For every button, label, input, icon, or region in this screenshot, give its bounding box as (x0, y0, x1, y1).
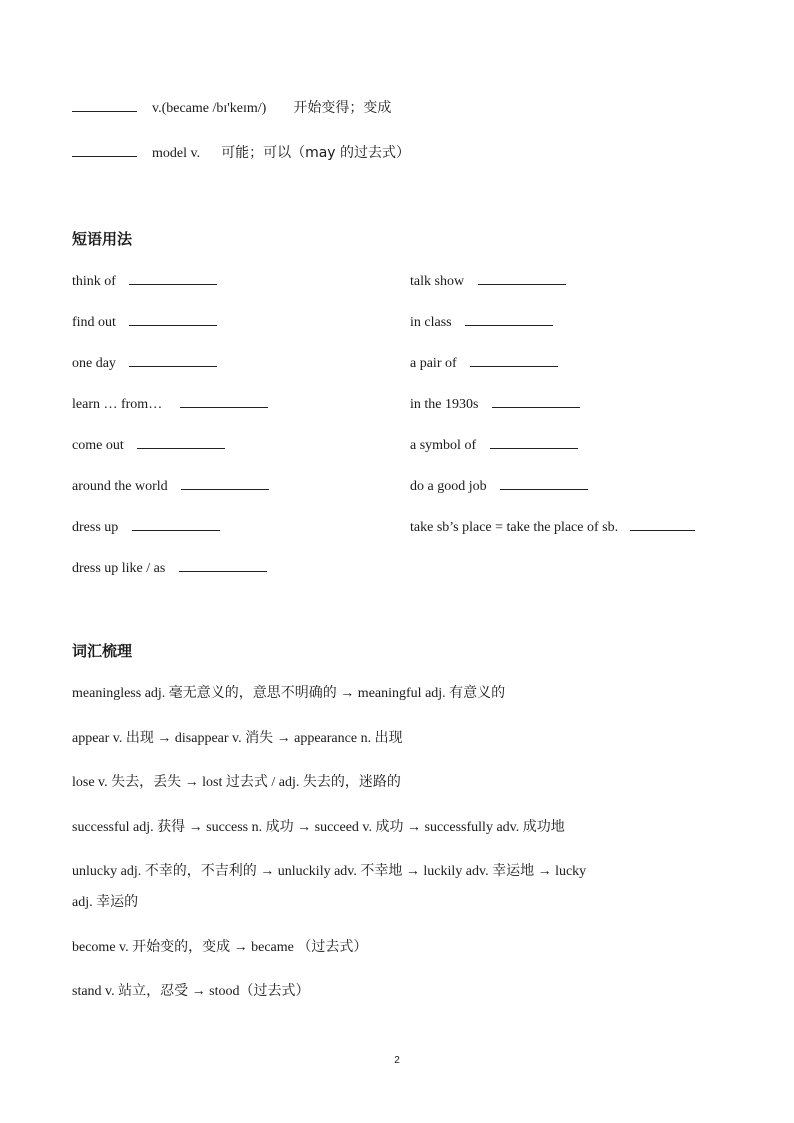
vocab-line (72, 97, 391, 119)
phrase-item (72, 434, 225, 456)
answer-blank[interactable] (72, 97, 137, 112)
word-entry: unlucky adj. 不幸的，不吉利的 → unluckily adv. 不幸地 → luckily adv. 幸运地 → lucky (72, 864, 587, 879)
phrase-item (72, 270, 217, 292)
phrase-item (72, 475, 269, 497)
word-entry: appear v. 出现 → disappear v. 消失 → appearance n. 出现 (72, 731, 403, 746)
word-entry: meaningless adj. 毫无意义的，意思不明确的 → meaningful adj. 有意义的 (72, 686, 506, 701)
section-heading: 词汇梳理 (72, 642, 133, 660)
phrase-item (410, 475, 588, 497)
word-entry: successful adj. 获得 → success n. 成功 → succeed v. 成功 → successfully adv. 成功地 (72, 820, 565, 835)
word-entry: stand v. 站立，忍受 → stood（过去式） (72, 984, 310, 999)
phrase-item (410, 352, 558, 374)
phrase-text: one day (72, 356, 116, 371)
vocab-line (72, 142, 410, 164)
answer-blank[interactable] (129, 270, 217, 285)
answer-blank[interactable] (478, 270, 566, 285)
phrase-text: find out (72, 315, 116, 330)
vocab-pos: model v. (152, 146, 201, 161)
answer-blank[interactable] (630, 516, 695, 531)
phrase-item (72, 352, 217, 374)
phrase-item (72, 557, 267, 579)
answer-blank[interactable] (465, 311, 553, 326)
phrase-text: learn … from… (72, 397, 163, 412)
answer-blank[interactable] (470, 352, 558, 367)
answer-blank[interactable] (137, 434, 225, 449)
phrase-text: dress up like / as (72, 561, 166, 576)
phrase-item (410, 311, 553, 333)
phrase-item (410, 516, 695, 538)
answer-blank[interactable] (180, 393, 268, 408)
answer-blank[interactable] (500, 475, 588, 490)
answer-blank[interactable] (492, 393, 580, 408)
phrase-text: a symbol of (410, 438, 477, 453)
phrase-item (72, 516, 220, 538)
phrase-text: around the world (72, 479, 168, 494)
phrase-item (410, 434, 578, 456)
phrase-text: think of (72, 274, 116, 289)
phrase-text: come out (72, 438, 124, 453)
answer-blank[interactable] (179, 557, 267, 572)
page-number: 2 (394, 1055, 400, 1066)
vocab-pos: v.(became /bɪ'keɪm/) (152, 101, 267, 116)
phrase-text: take sb’s place = take the place of sb. (410, 520, 619, 535)
phrase-item (72, 393, 268, 415)
vocab-meaning: 可能；可以（may 的过去式） (221, 145, 411, 161)
phrase-text: do a good job (410, 479, 487, 494)
phrase-text: in the 1930s (410, 397, 479, 412)
phrase-item (410, 270, 566, 292)
phrase-item (410, 393, 580, 415)
phrase-text: a pair of (410, 356, 457, 371)
phrase-text: in class (410, 315, 452, 330)
answer-blank[interactable] (132, 516, 220, 531)
phrase-text: talk show (410, 274, 465, 289)
answer-blank[interactable] (490, 434, 578, 449)
answer-blank[interactable] (181, 475, 269, 490)
section-heading: 短语用法 (72, 230, 133, 248)
word-entry: adj. 幸运的 (72, 895, 139, 910)
answer-blank[interactable] (72, 142, 137, 157)
answer-blank[interactable] (129, 352, 217, 367)
vocab-meaning: 开始变得；变成 (293, 100, 392, 116)
phrase-text: dress up (72, 520, 119, 535)
word-entry: lose v. 失去，丢失 → lost 过去式 / adj. 失去的，迷路的 (72, 775, 401, 790)
phrase-item (72, 311, 217, 333)
word-entry: become v. 开始变的，变成 → became （过去式） (72, 940, 368, 955)
answer-blank[interactable] (129, 311, 217, 326)
